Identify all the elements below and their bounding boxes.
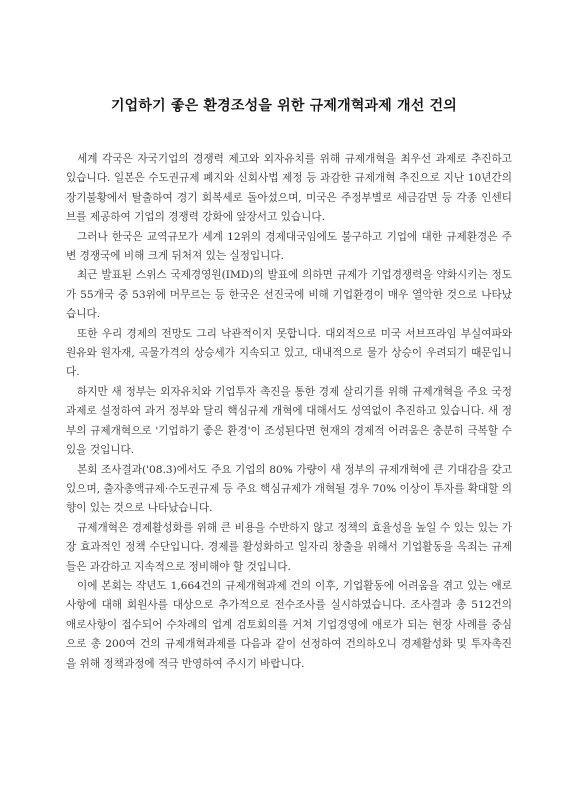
paragraph: 그러나 한국은 교역규모가 세계 12위의 경제대국임에도 불구하고 기업에 대한 규제환경은 주변 경쟁국에 비해 크게 뒤처져 있는 실정입니다. [66, 230, 512, 263]
paragraph: 규제개혁은 경제활성화를 위해 큰 비용을 수반하지 않고 정책의 효율성을 높일 수 있는 있는 가장 효과적인 정책 수단입니다. 경제를 활성화하고 일자리 창출을 위해서 기업활동을 옥죄는 규제들은 과감하고 지속적으로 정비해야 할 것입니다. [66, 521, 512, 573]
document-title: 기업하기 좋은 환경조성을 위한 규제개혁과제 개선 건의 [110, 98, 458, 114]
paragraph: 하지만 새 정부는 외자유치와 기업투자 촉진을 통한 경제 살리기를 위해 규제개혁을 주요 국정과제로 설정하여 과거 정부와 달리 핵심규제 개혁에 대해서도 성역없이 추진하고 있습니다. 새 정부의 규제개혁으로 '기업하기 좋은 환경'이 조성된다면 현재의 경제적 어려움은 충분히 극복할 수 있을 것입니다. [66, 385, 512, 457]
paragraph: 세계 각국은 자국기업의 경쟁력 제고와 외자유치를 위해 규제개혁을 최우선 과제로 추진하고 있습니다. 일본은 수도권규제 폐지와 신회사법 제정 등 과감한 규제개혁 추진으로 지난 10년간의 장기불황에서 탈출하여 경기 회복세로 돌아섰으며, 미국은 주정부별로 세금감면 등 각종 인센티브를 제공하여 기업의 경쟁력 강화에 앞장서고 있습니다. [66, 153, 512, 224]
paragraph: 최근 발표된 스위스 국제경영원(IMD)의 발표에 의하면 규제가 기업경쟁력을 약화시키는 정도가 55개국 중 53위에 머무르는 등 한국은 선진국에 비해 기업환경이 매우 열악한 것으로 나타났습니다. [66, 269, 512, 321]
paragraph: 또한 우리 경제의 전망도 그리 낙관적이지 못합니다. 대외적으로 미국 서브프라임 부실여파와 원유와 원자재, 곡물가격의 상승세가 지속되고 있고, 대내적으로 물가 상승이 우려되기 때문입니다. [66, 327, 512, 379]
document-body [66, 150, 512, 674]
paragraph: 이에 본회는 작년도 1,664건의 규제개혁과제 건의 이후, 기업활동에 어려움을 겪고 있는 애로사항에 대해 회원사를 대상으로 추가적으로 전수조사를 실시하였습니다. 조사결과 총 512건의 애로사항이 접수되어 수차례의 업계 검토회의를 거쳐 기업경영에 애로가 되는 현장 사례를 중심으로 총 200여 건의 규제개혁과제를 다음과 같이 선정하여 건의하오니 경제활성화 및 투자촉진을 위해 정책과정에 적극 반영하여 주시기 바랍니다. [66, 579, 512, 670]
paragraph: 본회 조사결과('08.3)에서도 주요 기업의 80% 가량이 새 정부의 규제개혁에 큰 기대감을 갖고 있으며, 출자총액규제·수도권규제 등 주요 핵심규제가 개혁될 경우 70% 이상이 투자를 확대할 의향이 있는 것으로 나타났습니다. [66, 463, 512, 515]
